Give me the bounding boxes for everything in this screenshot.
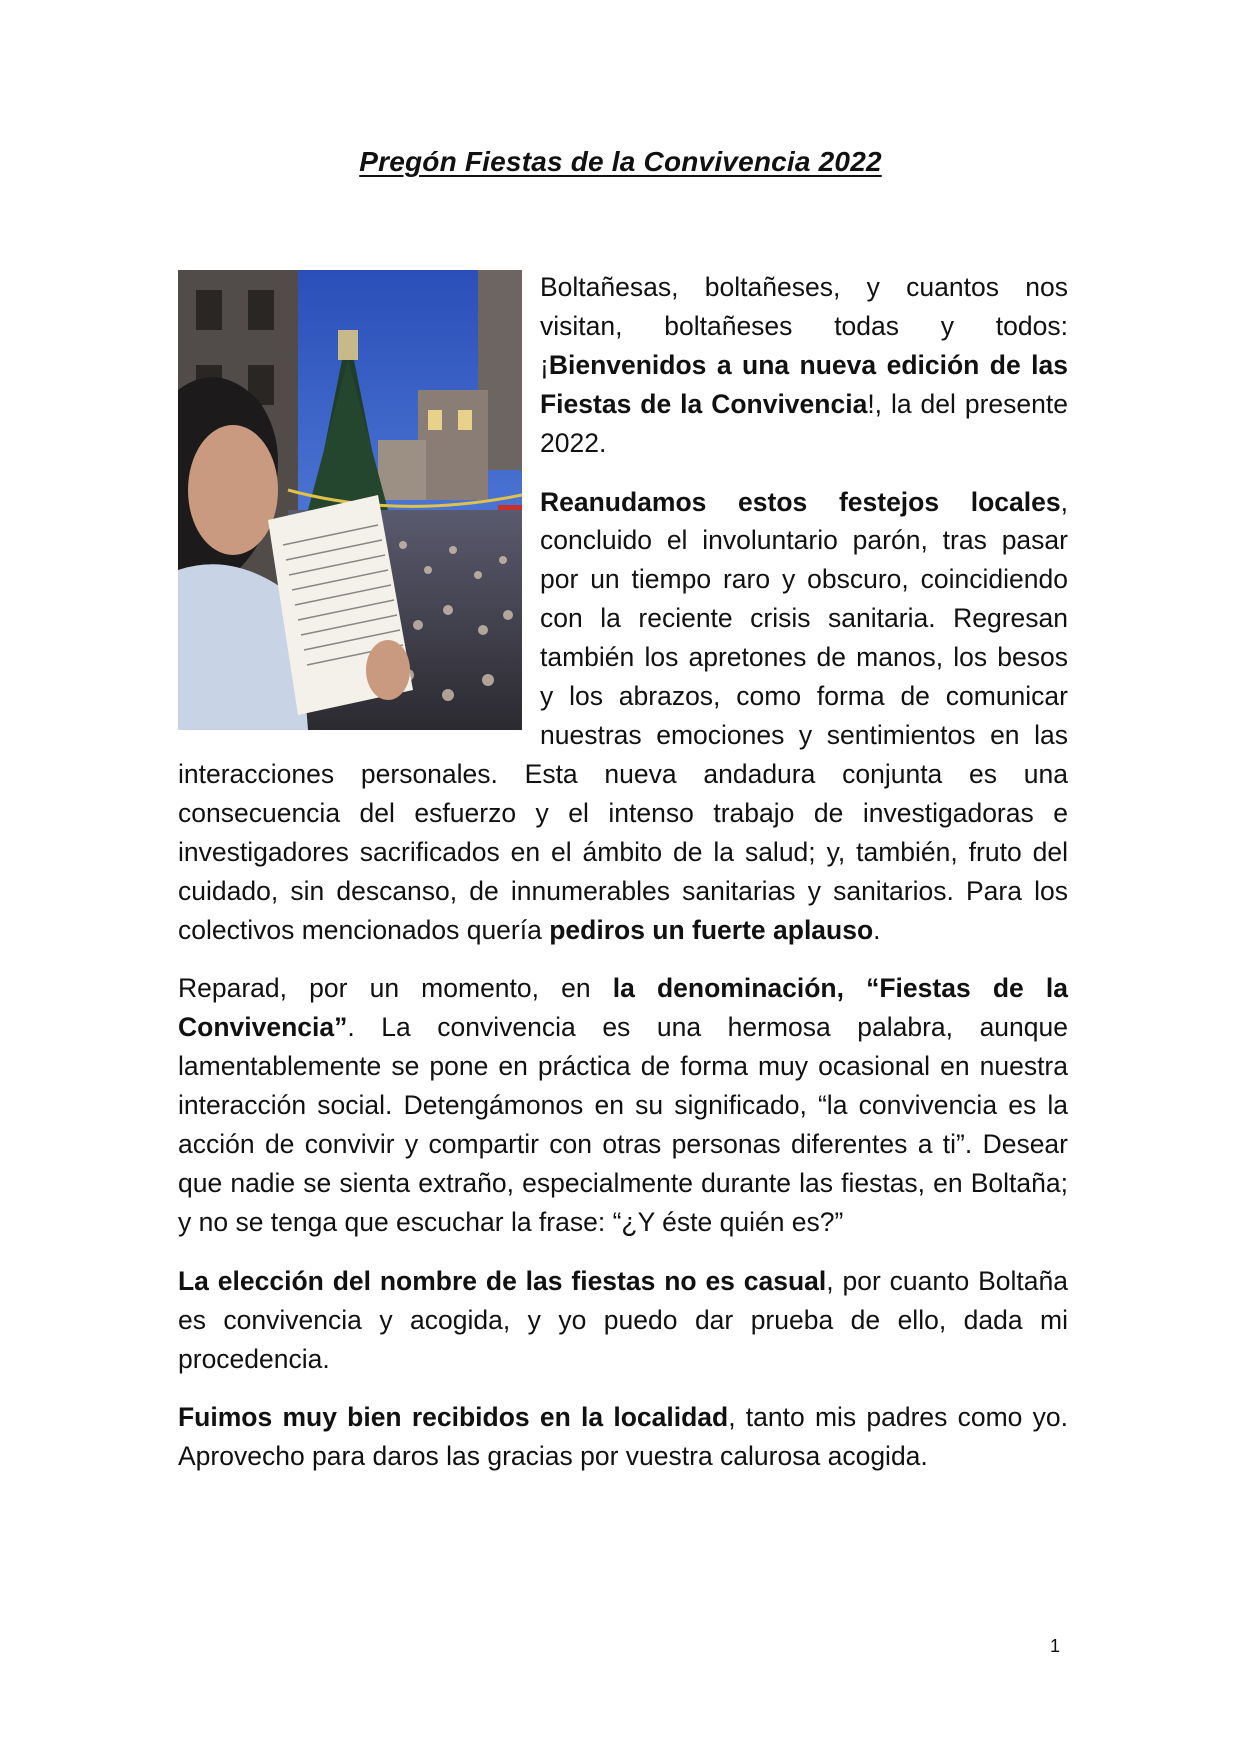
- text-run: , concluido el involuntario parón, tras pasar por un tiempo raro y obscuro, coincidiendo con la reciente crisis sanitaria. Regresan también los apretones de manos, los besos y los abrazos, como forma de comunicar nuestras emociones y sentimientos en las interacciones personales. Esta nueva andadura conjunta es una consecuencia del esfuerzo y el intenso trabajo de investigadoras e investigadores sacrificados en el ámbito de la salud; y, también, fruto del cuidado, sin descanso, de innumerables sanitarias y sanitarios. Para los colectivos mencionados quería: [178, 486, 1068, 945]
- paragraph: [178, 969, 1068, 1241]
- text-run: , por cuanto Boltaña es convivencia y acogida, y yo puedo dar prueba de ello, dada mi procedencia.: [178, 1265, 1068, 1374]
- page-title: Pregón Fiestas de la Convivencia 2022: [359, 146, 882, 177]
- bold-text: Bienvenidos a una nueva edición de las Fiestas de la Convivencia: [540, 349, 1068, 419]
- text-run: . La convivencia es una hermosa palabra, aunque lamentablemente se pone en práctica de forma muy ocasional en nuestra interacción social. Detengámonos en su significado, “la convivencia es la acción de convivir y compartir con otras personas diferentes a ti”. Desear que nadie se sienta extraño, especialmente durante las fiestas, en Boltaña; y no se tenga que escuchar la frase: “¿Y éste quién es?”: [178, 1012, 1068, 1237]
- paragraph: [178, 1262, 1068, 1379]
- text-run: !, la del presente 2022.: [540, 388, 1068, 458]
- bold-text: Reanudamos estos festejos locales: [540, 486, 1061, 517]
- bold-text: La elección del nombre de las fiestas no es casual: [178, 1265, 827, 1296]
- text-run: , tanto mis padres como yo. Aprovecho para daros las gracias por vuestra calurosa acogida.: [178, 1402, 1068, 1472]
- bold-text: Fuimos muy bien recibidos en la localidad: [178, 1402, 729, 1433]
- photo-image: [178, 270, 522, 730]
- bold-text: la denominación, “Fiestas de la Convivencia”: [178, 973, 1068, 1043]
- page-number: 1: [1050, 1636, 1061, 1656]
- text-run: Boltañesas, boltañeses, y cuantos nos visitan, boltañeses todas y todos: ¡: [540, 272, 1068, 380]
- body-text: [178, 268, 1068, 1496]
- text-run: .: [873, 914, 881, 945]
- paragraph: [178, 1398, 1068, 1476]
- bold-text: pediros un fuerte aplauso: [549, 914, 874, 945]
- text-run: Reparad, por un momento, en: [178, 973, 613, 1004]
